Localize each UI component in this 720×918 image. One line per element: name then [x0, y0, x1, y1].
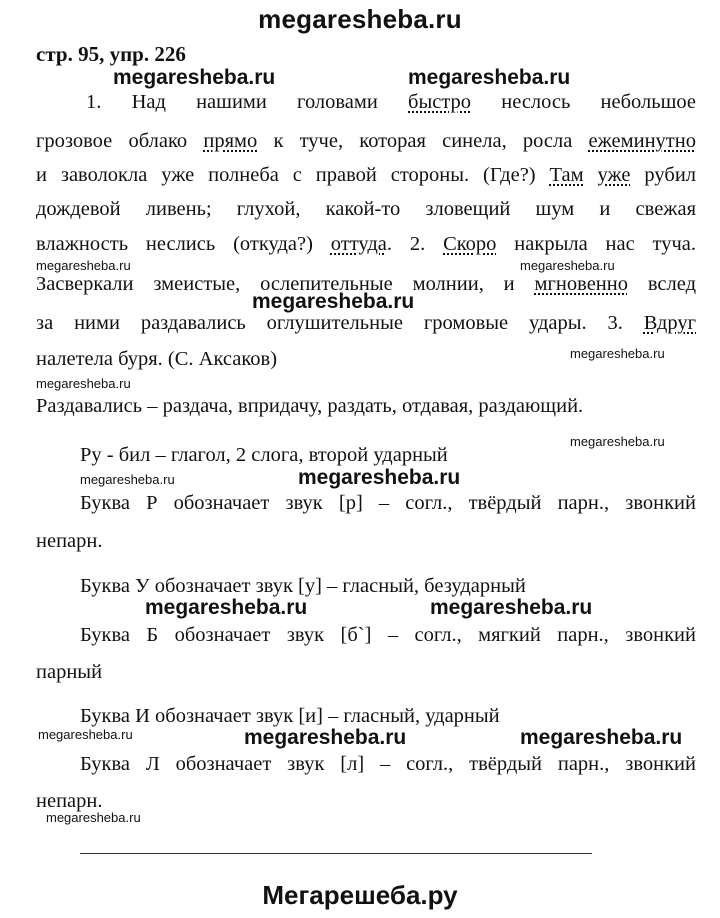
watermark: megaresheba.ru — [430, 596, 593, 619]
watermark: megaresheba.ru — [570, 434, 665, 449]
adverb-pryamo: прямо — [203, 130, 258, 152]
passage-line-6: Засверкали змеистые, ослепительные молнии, и мгновенно вслед — [36, 273, 696, 295]
passage-line-4: дождевой ливень; глухой, какой-то зловещий шум и свежая — [36, 198, 696, 220]
site-header[interactable]: megaresheba.ru — [258, 4, 462, 34]
letter-l-line-2: непарн. — [36, 790, 103, 812]
site-footer[interactable]: Мегарешеба.ру — [262, 880, 458, 910]
watermark: megaresheba.ru — [570, 346, 665, 361]
letter-r-line-1: Буква Р обозначает звук [р] – согл., твёрдый парн., звонкий — [80, 492, 696, 514]
passage-line-3: и заволокла уже полнеба с правой стороны. (Где?) Там уже рубил — [36, 164, 697, 186]
adverb-skoro: Скоро — [443, 233, 497, 255]
watermark: megaresheba.ru — [520, 258, 615, 273]
letter-b-line-2: парный — [36, 661, 103, 683]
related-words: Раздавались – раздача, впридачу, раздать, отдавая, раздающий. — [36, 395, 584, 417]
adverb-bystro: быстро — [408, 91, 472, 113]
watermark: megaresheba.ru — [145, 596, 308, 619]
adverb-ottuda: оттуда — [330, 233, 387, 255]
watermark: megaresheba.ru — [408, 66, 571, 89]
watermark: megaresheba.ru — [252, 290, 415, 313]
watermark: megaresheba.ru — [38, 727, 133, 742]
watermark: megaresheba.ru — [36, 258, 131, 273]
letter-l-line-1: Буква Л обозначает звук [л] – согл., твёрдый парн., звонкий — [80, 753, 696, 775]
watermark: megaresheba.ru — [113, 66, 276, 89]
adverb-mgnovenno: мгновенно — [534, 273, 628, 295]
watermark: megaresheba.ru — [298, 466, 461, 489]
passage-line-1: 1. Над нашими головами быстро неслось небольшое — [86, 91, 696, 113]
exercise-reference: стр. 95, упр. 226 — [36, 42, 186, 66]
watermark: megaresheba.ru — [46, 810, 141, 825]
passage-line-7: за ними раздавались оглушительные громовые удары. 3. Вдруг — [36, 312, 696, 334]
adverb-uzhe: уже — [597, 164, 631, 186]
adverb-vdrug: Вдруг — [643, 312, 696, 334]
letter-r-line-2: непарн. — [36, 530, 103, 552]
letter-u-line: Буква У обозначает звук [у] – гласный, безударный — [80, 575, 526, 597]
watermark: megaresheba.ru — [244, 726, 407, 749]
adverb-ezheminutno: ежеминутно — [588, 130, 696, 152]
letter-b-line-1: Буква Б обозначает звук [б`] – согл., мягкий парн., звонкий — [80, 624, 696, 646]
watermark: megaresheba.ru — [520, 726, 683, 749]
letter-i-line: Буква И обозначает звук [и] – гласный, ударный — [80, 705, 500, 727]
word-analysis: Ру - бил – глагол, 2 слога, второй ударный — [80, 444, 448, 466]
adverb-tam: Там — [549, 164, 584, 186]
watermark: megaresheba.ru — [80, 472, 175, 487]
passage-line-2: грозовое облако прямо к туче, которая синела, росла ежеминутно — [36, 130, 696, 152]
passage-line-8: налетела буря. (С. Аксаков) — [36, 348, 278, 370]
watermark: megaresheba.ru — [36, 376, 131, 391]
passage-line-5: влажность неслись (откуда?) оттуда. 2. Скоро накрыла нас туча. — [36, 233, 697, 255]
divider — [80, 853, 592, 854]
